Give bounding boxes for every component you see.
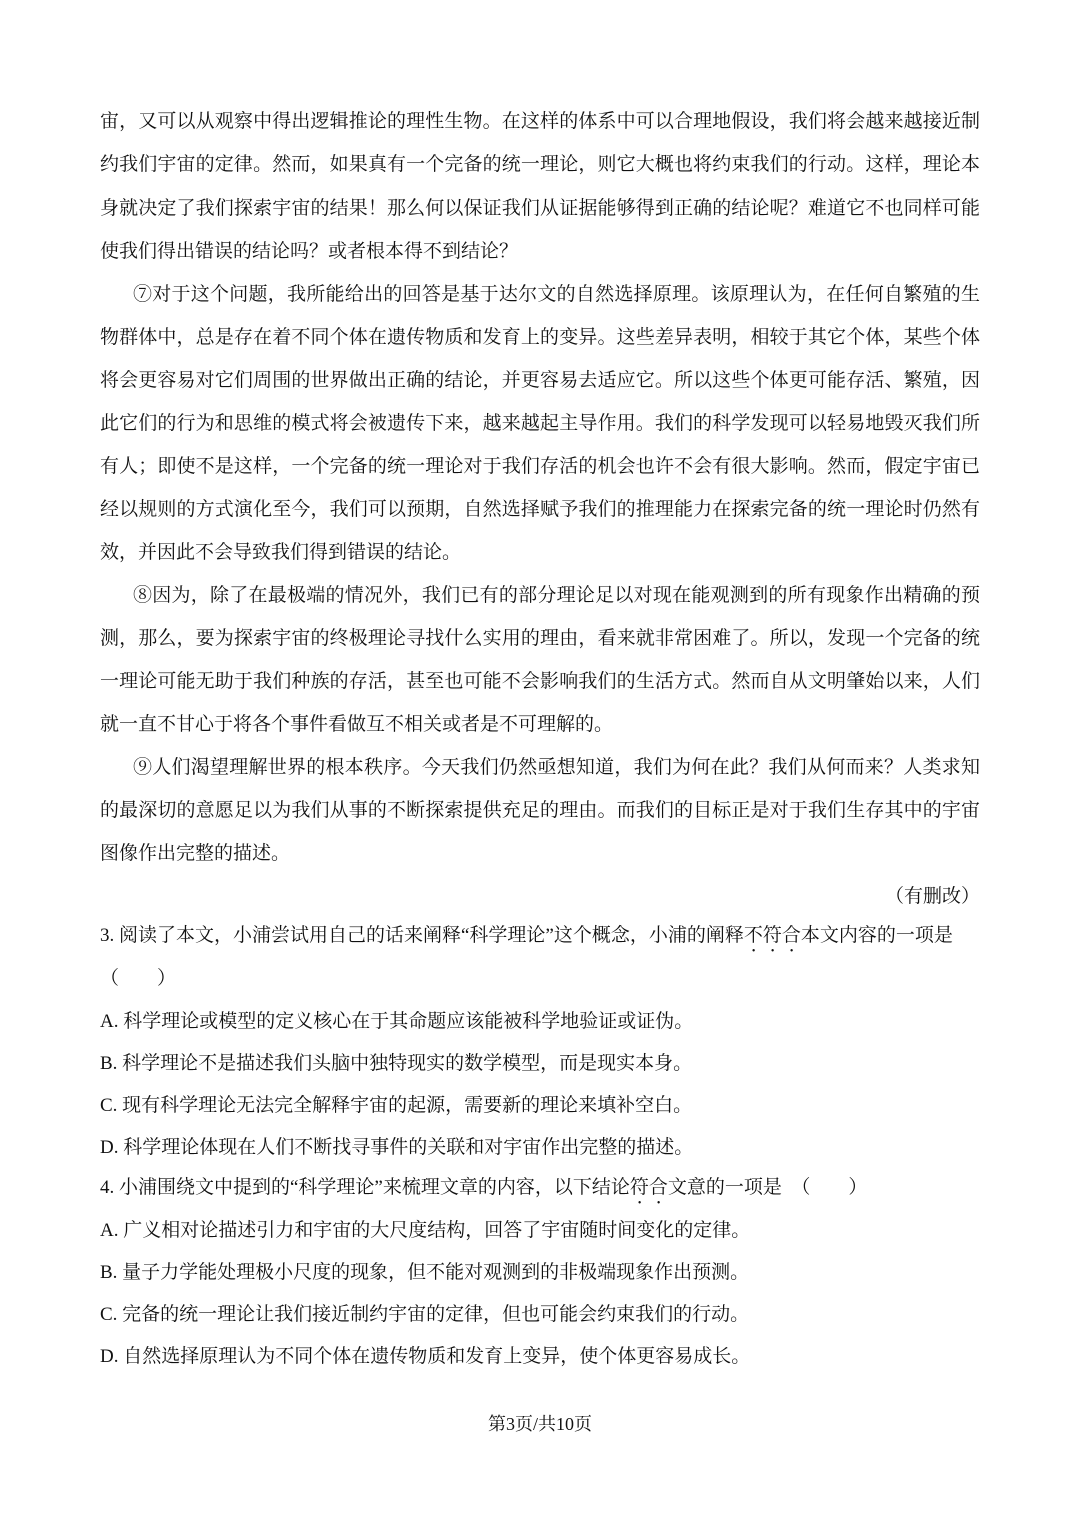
emphasis-mark-text: 符合 [629,1177,668,1198]
passage-line: 图像作出完整的描述。 [100,842,291,864]
page-number: 第3页/共10页 [487,1414,592,1434]
passage-line: 物群体中，总是存在着不同个体在遗传物质和发育上的变异。这些差异表明，相较于其它个体，某些个体 [100,326,980,348]
passage-line: 身就决定了我们探索宇宙的结果！那么何以保证我们从证据能够得到正确的结论呢？难道它不也同样可能 [100,197,980,219]
question-3-stem [100,924,980,957]
option-d: D. 自然选择原理认为不同个体在遗传物质和发育上变异，使个体更容易成长。 [100,1346,751,1367]
paragraph-7-start: ⑦对于这个问题，我所能给出的回答是基于达尔文的自然选择原理。该原理认为，在任何自繁殖的生 [133,283,980,305]
option-a: A. 广义相对论描述引力和宇宙的大尺度结构，回答了宇宙随时间变化的定律。 [100,1220,751,1241]
question-4-stem-part: 文意的一项是 （ ） [667,1177,868,1198]
option-a: A. 科学理论或模型的定义核心在于其命题应该能被科学地验证或证伪。 [100,1011,694,1032]
passage-line: 此它们的行为和思维的模式将会被遗传下来，越来越起主导作用。我们的科学发现可以轻易地毁灭我们所 [100,412,980,434]
paragraph-9-start: ⑨人们渴望理解世界的根本秩序。今天我们仍然亟想知道，我们为何在此？我们从何而来？人类求知 [133,756,980,778]
question-4-stem [100,1176,980,1209]
paragraph-8-start: ⑧因为，除了在最极端的情况外，我们已有的部分理论足以对现在能观测到的所有现象作出精确的预 [133,584,980,606]
passage-line: 将会更容易对它们周围的世界做出正确的结论，并更容易去适应它。所以这些个体更可能存活、繁殖，因 [100,369,980,391]
answer-paren: （ ） [100,968,177,989]
question-3-stem-part: 本文内容的一项是 [800,925,953,946]
emphasis-mark-text: 不符合 [743,925,801,946]
passage-line: 就一直不甘心于将各个事件看做互不相关或者是不可理解的。 [100,713,614,735]
passage-line: 测，那么，要为探索宇宙的终极理论寻找什么实用的理由，看来就非常困难了。所以，发现一个完备的统 [100,627,980,649]
passage-line: 的最深切的意愿足以为我们从事的不断探索提供充足的理由。而我们的目标正是对于我们生存其中的宇宙 [100,799,980,821]
passage-line: 有人；即使不是这样，一个完备的统一理论对于我们存活的机会也许不会有很大影响。然而，假定宇宙已 [100,455,980,477]
option-d: D. 科学理论体现在人们不断找寻事件的关联和对宇宙作出完整的描述。 [100,1137,694,1158]
passage-line: 一理论可能无助于我们种族的存活，甚至也可能不会影响我们的生活方式。然而自从文明肇始以来，人们 [100,670,980,692]
option-b: B. 量子力学能处理极小尺度的现象，但不能对观测到的非极端现象作出预测。 [100,1262,750,1283]
option-b: B. 科学理论不是描述我们头脑中独特现实的数学模型，而是现实本身。 [100,1053,693,1074]
source-note: （有删改） [884,885,980,907]
passage-line: 约我们宇宙的定律。然而，如果真有一个完备的统一理论，则它大概也将约束我们的行动。这样，理论本 [100,153,980,175]
question-4-stem-part: 4. 小浦围绕文中提到的“科学理论”来梳理文章的内容，以下结论 [100,1177,630,1198]
passage-line: 宙，又可以从观察中得出逻辑推论的理性生物。在这样的体系中可以合理地假设，我们将会越来越接近制 [100,110,980,132]
passage-line: 经以规则的方式演化至今，我们可以预期，自然选择赋予我们的推理能力在探索完备的统一理论时仍然有 [100,498,980,520]
question-3-stem-part: 3. 阅读了本文，小浦尝试用自己的话来阐释“科学理论”这个概念，小浦的阐释 [100,925,744,946]
option-c: C. 完备的统一理论让我们接近制约宇宙的定律，但也可能会约束我们的行动。 [100,1304,750,1325]
option-c: C. 现有科学理论无法完全解释宇宙的起源，需要新的理论来填补空白。 [100,1095,693,1116]
passage-line: 效，并因此不会导致我们得到错误的结论。 [100,541,462,563]
passage-line: 使我们得出错误的结论吗？或者根本得不到结论？ [100,240,519,262]
